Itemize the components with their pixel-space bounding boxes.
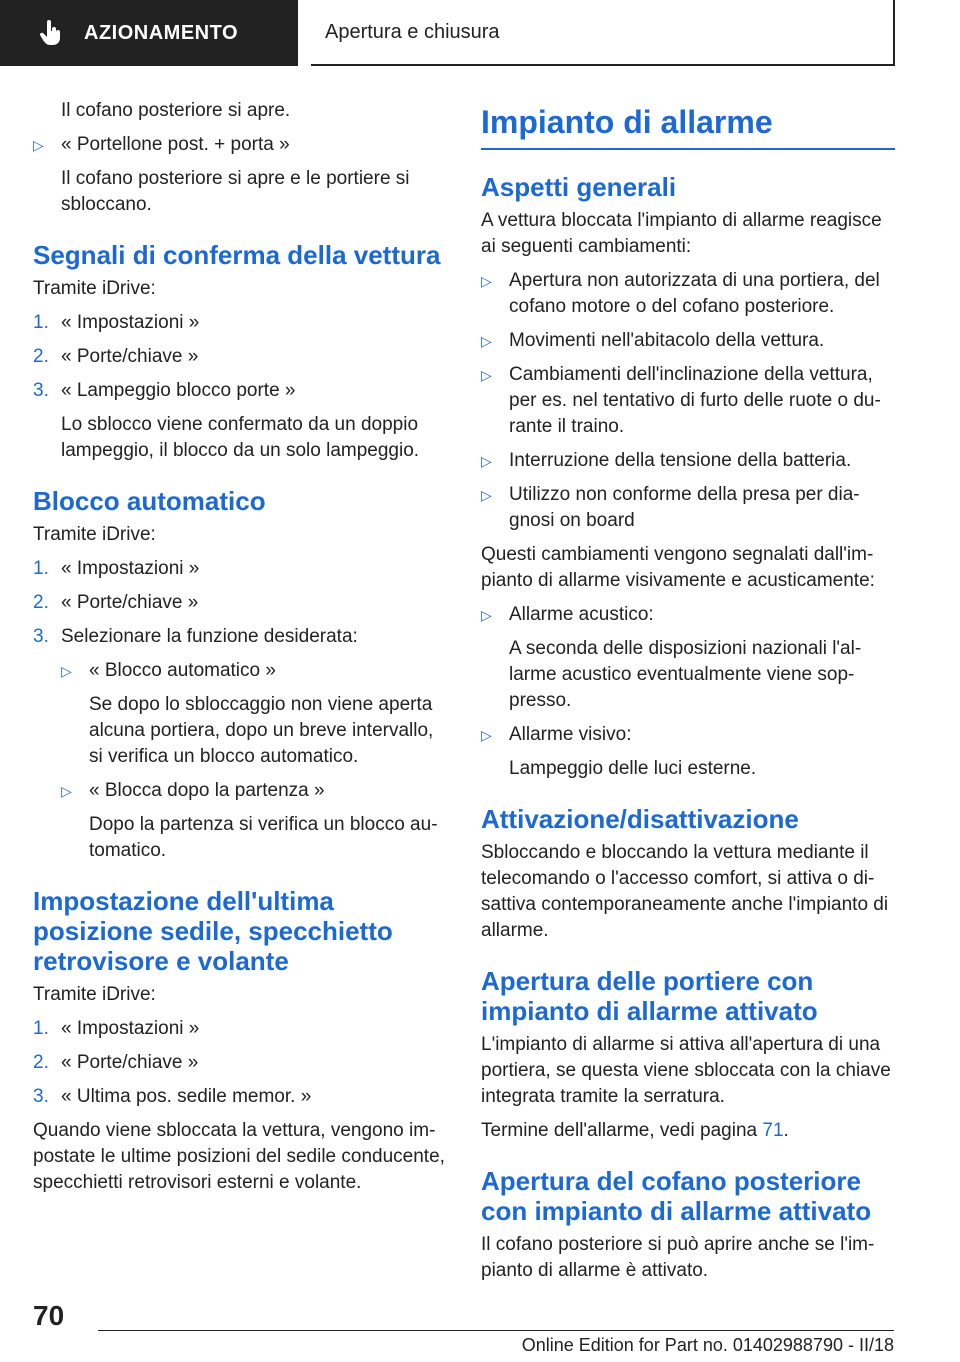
heading-cofano: Apertura del cofano posteriore con impianto di allarme attivato — [481, 1166, 872, 1226]
page-link[interactable]: 71 — [762, 1120, 784, 1141]
triangle-bullet-icon: ▷ — [481, 367, 492, 383]
paragraph: Se dopo lo sbloccaggio non viene aperta alcuna portiera, dopo un breve intervallo, si verifica un blocco automatico. — [89, 694, 434, 767]
list-item: ▷ « Blocco automatico » — [61, 658, 445, 684]
list-item: 3. « Ultima pos. sedile memor. » — [33, 1086, 312, 1107]
paragraph: L'impianto di allarme si attiva all'apertura di una portiera, se questa viene sbloccata con la chiave integrata tramite la serratura. — [481, 1034, 891, 1107]
list-item: 1. « Impostazioni » — [33, 312, 200, 333]
list-item: ▷ Interruzione della tensione della batteria. — [481, 448, 895, 474]
heading-aspetti: Aspetti generali — [481, 172, 677, 202]
triangle-bullet-icon: ▷ — [33, 137, 44, 153]
heading-blocco: Blocco automatico — [33, 486, 266, 516]
triangle-bullet-icon: ▷ — [481, 487, 492, 503]
list-item: ▷ Utilizzo non conforme della presa per diagnosi on board — [481, 482, 895, 534]
triangle-bullet-icon: ▷ — [61, 783, 72, 799]
list-item: ▷ Cambiamenti dell'inclinazione della vettura, per es. nel tentativo di furto delle ruote o durante il traino. — [481, 362, 895, 440]
list-item: ▷ « Portellone post. + porta » — [33, 132, 445, 158]
paragraph: Lampeggio delle luci esterne. — [509, 758, 757, 779]
heading-conferma: Segnali di conferma della vettura — [33, 240, 441, 270]
triangle-bullet-icon: ▷ — [481, 727, 492, 743]
paragraph: Questi cambiamenti vengono segnalati dall'impianto di allarme visivamente e acusticamente: — [481, 544, 875, 591]
paragraph: Lo sblocco viene confermato da un doppio lampeggio, il blocco da un solo lampeggio. — [61, 414, 420, 461]
footer-edition: Online Edition for Part no. 01402988790 - II/18 — [521, 1335, 894, 1355]
paragraph: Sbloccando e bloccando la vettura mediante il telecomando o l'accesso comfort, si attiva o disattiva contemporaneamente anche l'impianto di allarme. — [481, 842, 889, 941]
paragraph: Tramite iDrive: — [33, 984, 156, 1005]
paragraph: Il cofano posteriore si può aprire anche se l'impianto di allarme è attivato. — [481, 1234, 875, 1281]
triangle-bullet-icon: ▷ — [481, 453, 492, 469]
list-item: ▷ Apertura non autorizzata di una portiera, del cofano motore o del cofano posteriore. — [481, 268, 895, 320]
triangle-bullet-icon: ▷ — [481, 273, 492, 289]
sub-list — [61, 658, 445, 864]
paragraph: A seconda delle disposizioni nazionali l'allarme acustico eventualmente viene soppresso. — [509, 638, 862, 711]
heading-portiere: Apertura delle portiere con impianto di allarme attivato — [481, 966, 818, 1026]
list-item: 1. « Impostazioni » — [33, 558, 200, 579]
list-item: ▷ Allarme visivo: — [481, 722, 895, 748]
heading-ultima: Impostazione dell'ultima posizione sedile, specchietto retrovisore e volante — [33, 886, 393, 976]
triangle-bullet-icon: ▷ — [61, 663, 72, 679]
paragraph: Il cofano posteriore si apre. — [61, 100, 291, 121]
page-number: 70 — [33, 1300, 65, 1331]
list-item: 3. Selezionare la funzione desiderata: — [33, 626, 358, 647]
list-item: 2. « Porte/chiave » — [33, 592, 199, 613]
triangle-bullet-icon: ▷ — [481, 333, 492, 349]
header-section-tab — [0, 0, 298, 66]
list-item: 3. « Lampeggio blocco porte » — [33, 380, 296, 401]
list-item: ▷ « Blocca dopo la partenza » — [61, 778, 445, 804]
list-item: 2. « Porte/chiave » — [33, 346, 199, 367]
hand-pointer-icon — [40, 19, 64, 47]
header-title-box — [311, 0, 895, 66]
triangle-bullet-icon: ▷ — [481, 607, 492, 623]
header-section: AZIONAMENTO — [84, 21, 239, 44]
paragraph: Quando viene sbloccata la vettura, vengono impostate le ultime posizioni del sedile conducente, specchietti retrovisori esterni e volante. — [33, 1120, 445, 1193]
list-item: 1. « Impostazioni » — [33, 1018, 200, 1039]
left-column — [33, 98, 445, 1204]
paragraph: Dopo la partenza si verifica un blocco automatico. — [89, 814, 438, 861]
paragraph: Il cofano posteriore si apre e le portiere si sbloccano. — [61, 168, 410, 215]
footer-divider — [98, 1330, 894, 1331]
list-item: ▷ Allarme acustico: — [481, 602, 895, 628]
heading-attivazione: Attivazione/disattivazione — [481, 804, 799, 834]
paragraph: Termine dell'allarme, vedi pagina 71. — [481, 1120, 789, 1141]
list-item: ▷ Movimenti nell'abitacolo della vettura. — [481, 328, 895, 354]
right-column — [481, 98, 895, 1292]
list-item: 2. « Porte/chiave » — [33, 1052, 199, 1073]
paragraph: A vettura bloccata l'impianto di allarme reagisce ai seguenti cambiamenti: — [481, 210, 882, 257]
chapter-title: Impianto di allarme — [481, 102, 895, 150]
paragraph: Tramite iDrive: — [33, 524, 156, 545]
paragraph: Tramite iDrive: — [33, 278, 156, 299]
header-title: Apertura e chiusura — [325, 20, 500, 43]
